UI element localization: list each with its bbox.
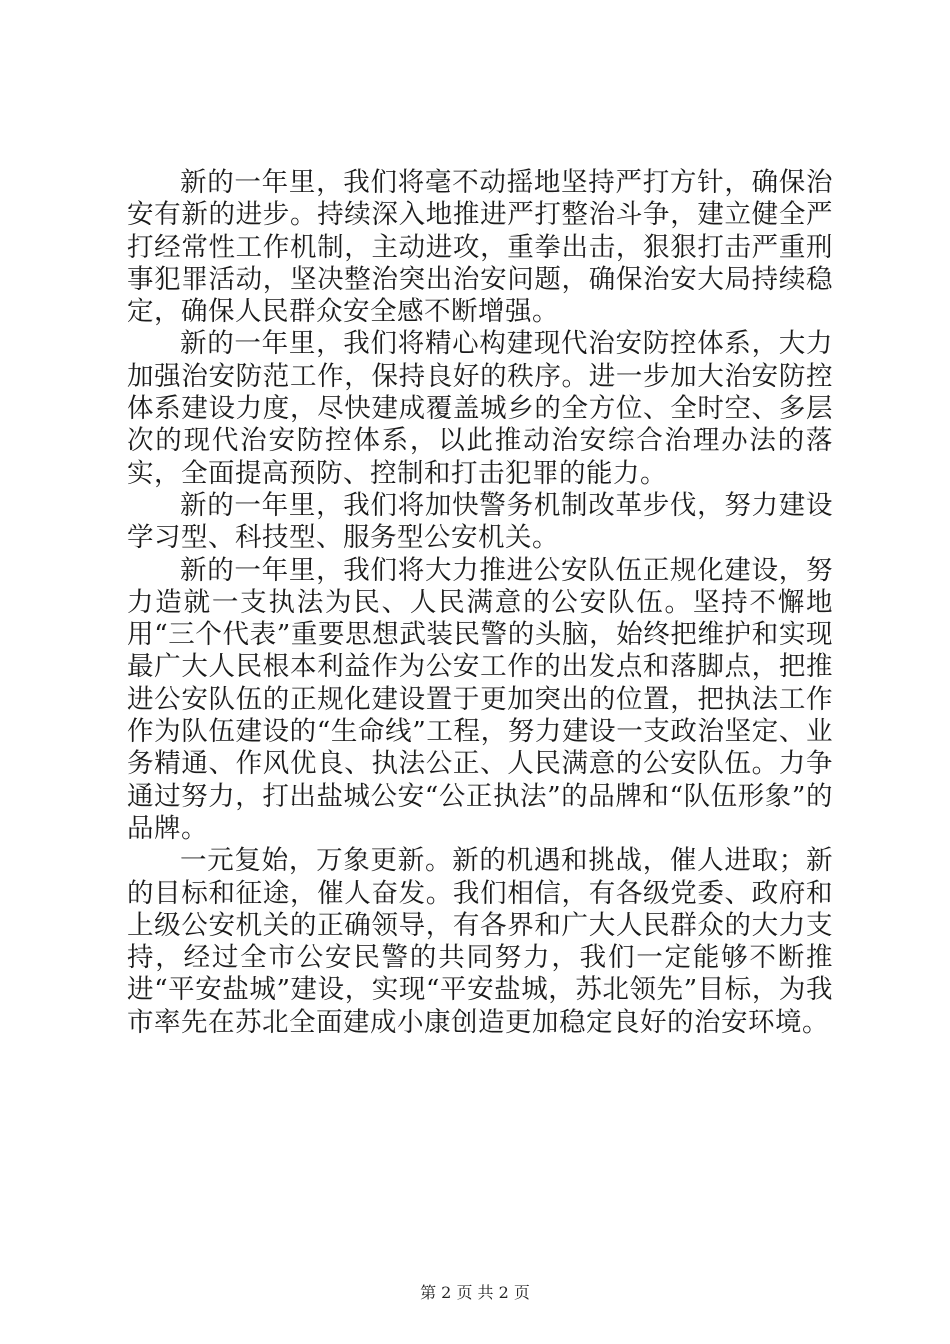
paragraph: 新的一年里，我们将毫不动摇地坚持严打方针，确保治安有新的进步。持续深入地推进严打整治斗争，建立健全严打经常性工作机制，主动进攻，重拳出击，狠狠打击严重刑事犯罪活动，坚决整治突出治安问题，确保治安大局持续稳定，确保人民群众安全感不断增强。: [127, 167, 833, 328]
document-body: [127, 167, 833, 1039]
page-number-footer: 第 2 页 共 2 页: [420, 1283, 530, 1302]
paragraph: 新的一年里，我们将大力推进公安队伍正规化建设，努力造就一支执法为民、人民满意的公安队伍。坚持不懈地用“三个代表”重要思想武装民警的头脑，始终把维护和实现最广大人民根本利益作为公安工作的出发点和落脚点，把推进公安队伍的正规化建设置于更加突出的位置，把执法工作作为队伍建设的“生命线”工程，努力建设一支政治坚定、业务精通、作风优良、执法公正、人民满意的公安队伍。力争通过努力，打出盐城公安“公正执法”的品牌和“队伍形象”的品牌。: [127, 554, 833, 844]
paragraph: 一元复始，万象更新。新的机遇和挑战，催人进取；新的目标和征途，催人奋发。我们相信，有各级党委、政府和上级公安机关的正确领导，有各界和广大人民群众的大力支持，经过全市公安民警的共同努力，我们一定能够不断推进“平安盐城”建设，实现“平安盐城，苏北领先”目标，为我市率先在苏北全面建成小康创造更加稳定良好的治安环境。: [127, 845, 833, 1038]
paragraph: 新的一年里，我们将精心构建现代治安防控体系，大力加强治安防范工作，保持良好的秩序。进一步加大治安防控体系建设力度，尽快建成覆盖城乡的全方位、全时空、多层次的现代治安防控体系，以此推动治安综合治理办法的落实，全面提高预防、控制和打击犯罪的能力。: [127, 328, 833, 489]
paragraph: 新的一年里，我们将加快警务机制改革步伐，努力建设学习型、科技型、服务型公安机关。: [127, 489, 833, 554]
